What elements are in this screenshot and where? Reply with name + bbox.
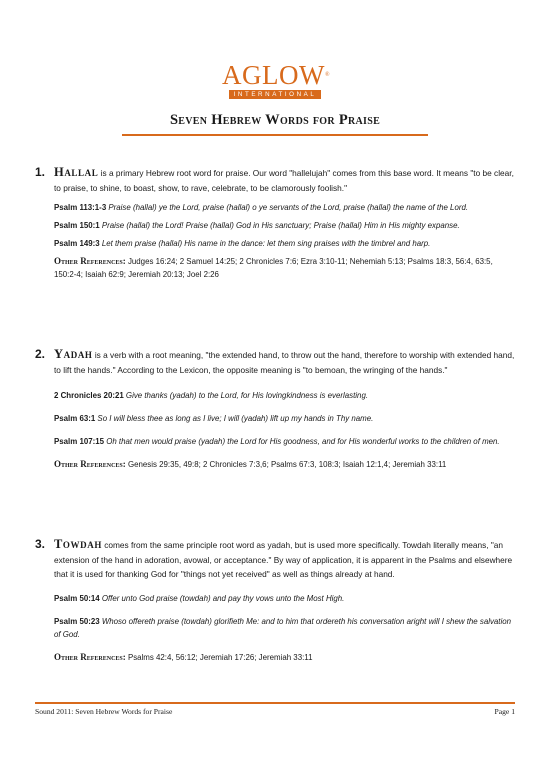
other-references-text: Psalms 42:4, 56:12; Jeremiah 17:26; Jeremiah 33:11 — [125, 652, 313, 662]
verse-text: Offer unto God praise (towdah) and pay thy vows unto the Most High. — [99, 593, 345, 603]
verse — [54, 435, 515, 448]
verse — [54, 237, 515, 250]
verse-ref: Psalm 113:1-3 — [54, 203, 107, 212]
other-references — [54, 651, 515, 664]
other-references-text: Judges 16:24; 2 Samuel 14:25; 2 Chronicles 7:6; Ezra 3:10-11; Nehemiah 5:13; Psalms 18:3, 56:4, 63:5, 150:2-4; Isaiah 62:9; Jeremiah 20:13; Joel 2:26 — [54, 257, 493, 279]
logo-band: INTERNATIONAL — [229, 90, 321, 99]
section-intro — [54, 347, 515, 377]
verse-text: Give thanks (yadah) to the Lord, for His lovingkindness is everlasting. — [123, 391, 369, 400]
verse-ref: Psalm 50:14 — [54, 593, 100, 603]
logo-wordmark — [222, 60, 331, 90]
hebrew-term: Yadah — [54, 347, 93, 361]
section-intro-text: is a verb with a root meaning, "the extended hand, to throw out the hand, therefore to worship with extended hand, to lift the hands." According to the Lexicon, the opposite meaning is "to bemoan, the wringing of the hands." — [54, 350, 515, 375]
footer-title: Sound 2011: Seven Hebrew Words for Praise — [35, 707, 173, 716]
other-references-label: Other References: — [54, 651, 126, 662]
page-title: Seven Hebrew Words for Praise — [169, 112, 381, 128]
verse-ref: Psalm 107:15 — [54, 437, 105, 446]
page-number: Page 1 — [494, 707, 515, 716]
other-references — [54, 458, 515, 471]
verse-text: Whoso offereth praise (towdah) glorifieth Me: and to him that ordereth his conversation aright will I shew the salvation of God. — [54, 616, 512, 639]
verse — [54, 592, 515, 605]
verse — [54, 412, 515, 425]
title-underline — [122, 134, 428, 136]
section-towdah — [35, 537, 515, 664]
hebrew-term: Hallal — [54, 165, 99, 179]
verse — [54, 219, 515, 232]
section-intro — [54, 537, 515, 582]
footer-rule — [35, 702, 515, 704]
other-references-label: Other References: — [54, 459, 126, 469]
verse-text: So I will bless thee as long as I live; I will (yadah) lift up my hands in Thy name. — [95, 414, 374, 423]
verse-text: Praise (hallal) the Lord! Praise (hallal) God in His sanctuary; Praise (hallal) Him in His mighty expanse. — [99, 221, 460, 230]
section-number: 3. — [35, 537, 46, 551]
section-intro-text: is a primary Hebrew root word for praise. Our word "hallelujah" comes from this base word. It means "to be clear, to praise, to shine, to boast, show, to rave, celebrate, to be clamorously foolish." — [54, 168, 514, 193]
verse — [54, 389, 515, 402]
verse-text: Praise (hallal) ye the Lord, praise (hallal) o ye servants of the Lord, praise (hallal) the name of the Lord. — [106, 203, 469, 212]
section-hallal — [35, 165, 515, 281]
section-number: 1. — [35, 165, 46, 179]
hebrew-term: Towdah — [54, 537, 102, 551]
section-number: 2. — [35, 347, 46, 361]
aglow-logo — [222, 60, 331, 99]
section-intro — [54, 165, 515, 195]
section-yadah — [35, 347, 515, 471]
verse-text: Let them praise (hallal) His name in the dance: let them sing praises with the timbrel and harp. — [99, 239, 431, 248]
verse — [54, 615, 515, 641]
logo-main-text: AGLOW — [222, 60, 325, 90]
other-references-text: Genesis 29:35, 49:8; 2 Chronicles 7:3,6; Psalms 67:3, 108:3; Isaiah 12:1,4; Jeremiah 33:11 — [125, 460, 447, 469]
other-references — [54, 255, 515, 281]
logo-trademark: ® — [324, 72, 331, 78]
verse — [54, 201, 515, 214]
section-intro-text: comes from the same principle root word as yadah, but is used more specifically. Towdah literally means, "an extension of the hand in adoration, avowal, or acceptance." By way of application, it is apparent in the Psalms and elsewhere that it is used for thanking God for "things not yet received" as well as things already at hand. — [54, 540, 513, 579]
verse-text: Oh that men would praise (yadah) the Lord for His goodness, and for His wonderful works to the children of men. — [104, 437, 500, 446]
verse-ref: Psalm 63:1 — [54, 414, 96, 423]
verse-ref: 2 Chronicles 20:21 — [54, 391, 124, 400]
other-references-label: Other References: — [54, 256, 126, 266]
verse-ref: Psalm 149:3 — [54, 239, 100, 248]
verse-ref: Psalm 150:1 — [54, 221, 100, 230]
verse-ref: Psalm 50:23 — [54, 616, 100, 626]
